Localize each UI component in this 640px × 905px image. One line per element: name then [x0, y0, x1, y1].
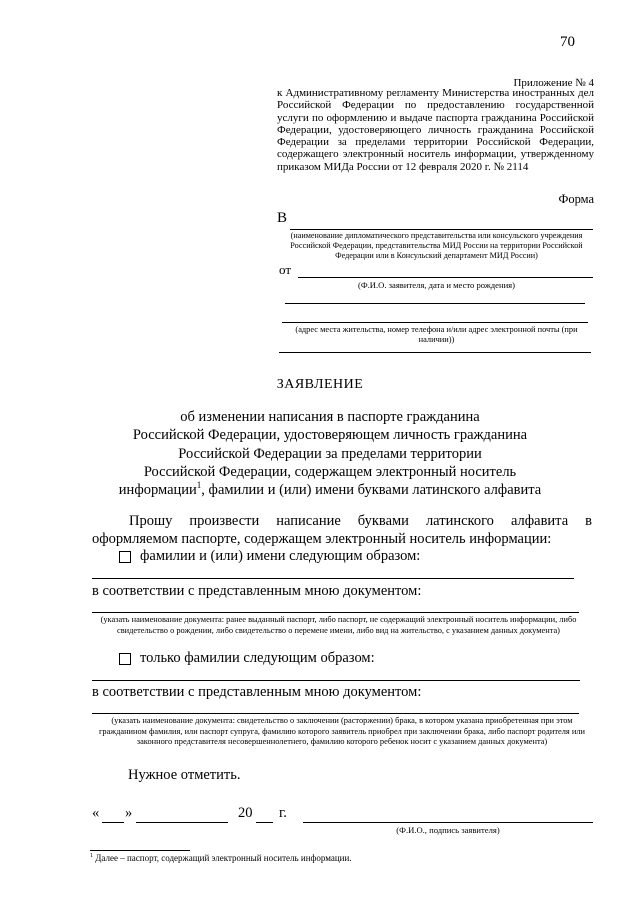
- footnote-mark: 1: [90, 853, 93, 859]
- date-month-line[interactable]: [136, 822, 228, 823]
- date-year-line[interactable]: [256, 822, 273, 823]
- subject-line-5: [80, 481, 580, 499]
- to-caption: (наименование дипломатического представительства или консульского учреждения Российской Федерации, представительства МИД России на территории Российской Федерации или в Консульский департамент МИД России): [290, 231, 583, 261]
- request-line-2: оформляемом паспорте, содержащем электронный носитель информации:: [92, 531, 552, 547]
- request-line-1: Прошу произвести написание буквами латинского алфавита в: [129, 513, 592, 529]
- footnote-reference: 1: [196, 480, 202, 491]
- mark-required-note: Нужное отметить.: [128, 767, 241, 783]
- to-field-line[interactable]: [290, 229, 593, 230]
- form-label: Форма: [558, 192, 594, 206]
- from-caption: (Ф.И.О. заявителя, дата и место рождения): [357, 280, 515, 290]
- footnote: [90, 853, 352, 863]
- footnote-separator: [90, 850, 190, 851]
- to-letter: В: [277, 210, 288, 226]
- option-1-checkbox[interactable]: [119, 551, 131, 563]
- from-word: от: [279, 262, 292, 277]
- footnote-text: Далее – паспорт, содержащий электронный носитель информации.: [93, 853, 352, 863]
- subject-line-4: Российской Федерации, содержащем электронный носитель: [143, 463, 517, 480]
- option-2-value-line[interactable]: [92, 680, 580, 681]
- date-day-line[interactable]: [102, 822, 124, 823]
- signature-line[interactable]: [303, 822, 593, 823]
- from-extra-line[interactable]: [285, 303, 585, 304]
- option-2-row: [119, 650, 375, 667]
- subject-line-1: об изменении написания в паспорте гражданина: [180, 409, 480, 425]
- option-1-note: (указать наименование документа: ранее выданный паспорт, либо паспорт, не содержащий электронный носитель информации, либо свидетельство о рождении, либо свидетельство о перемене имени, либо вид на жительство, с указанием данных документа): [100, 615, 577, 635]
- page-number: 70: [560, 34, 575, 50]
- option-2-conformity: в соответствии с представленным мною документом:: [92, 684, 422, 700]
- date-quote-open: «: [92, 805, 100, 821]
- date-year-suffix: г.: [279, 805, 287, 821]
- signature-caption: (Ф.И.О., подпись заявителя): [396, 825, 500, 835]
- appendix-text: к Административному регламенту Министерства иностранных дел Российской Федерации по предоставлению государственной услуги по оформлению и выдаче паспорта гражданина Российской Федерации, удостоверяющего личность гражданина Российской Федерации за пределами территории Российской Федерации, содержащего электронный носитель информации, утвержденному приказом МИДа России от 12 февраля 2020 г. № 2114: [277, 87, 594, 173]
- document-subject: [80, 408, 580, 499]
- option-2-document-line[interactable]: [92, 713, 579, 714]
- option-2-note: (указать наименование документа: свидетельство о заключении (расторжении) брака, в котором указана приобретенная при этом гражданином фамилия, или паспорт супруга, фамилию которого заявитель приобрел при заключении брака, либо паспорт родителя или законного представителя несовершеннолетнего, фамилию которого ребенок носит с указанием данных документа): [98, 716, 586, 746]
- option-1-conformity: в соответствии с представленным мною документом:: [92, 583, 422, 599]
- subject-line-5-end: , фамилии и (или) имени буквами латинского алфавита: [201, 482, 542, 499]
- document-heading: ЗАЯВЛЕНИЕ: [276, 377, 364, 392]
- date-year-prefix: 20: [238, 805, 253, 821]
- option-1-document-line[interactable]: [92, 612, 579, 613]
- date-quote-close: »: [125, 805, 133, 821]
- option-1-row: [119, 548, 420, 565]
- appendix-title: Приложение № 4: [513, 77, 594, 89]
- option-2-checkbox[interactable]: [119, 653, 131, 665]
- option-2-label: только фамилии следующим образом:: [140, 650, 375, 666]
- subject-line-3: Российской Федерации за пределами территории: [178, 445, 482, 462]
- address-extra-line[interactable]: [279, 352, 591, 353]
- address-caption: (адрес места жительства, номер телефона и/или адрес электронной почты (при наличии)): [295, 325, 578, 345]
- subject-line-2: Российской Федерации, удостоверяющем личность гражданина: [132, 427, 528, 444]
- address-field-line[interactable]: [282, 322, 588, 323]
- option-1-value-line[interactable]: [92, 578, 574, 579]
- option-1-label: фамилии и (или) имени следующим образом:: [140, 548, 421, 564]
- from-field-line[interactable]: [298, 277, 593, 278]
- subject-line-5-start: информации: [118, 482, 197, 499]
